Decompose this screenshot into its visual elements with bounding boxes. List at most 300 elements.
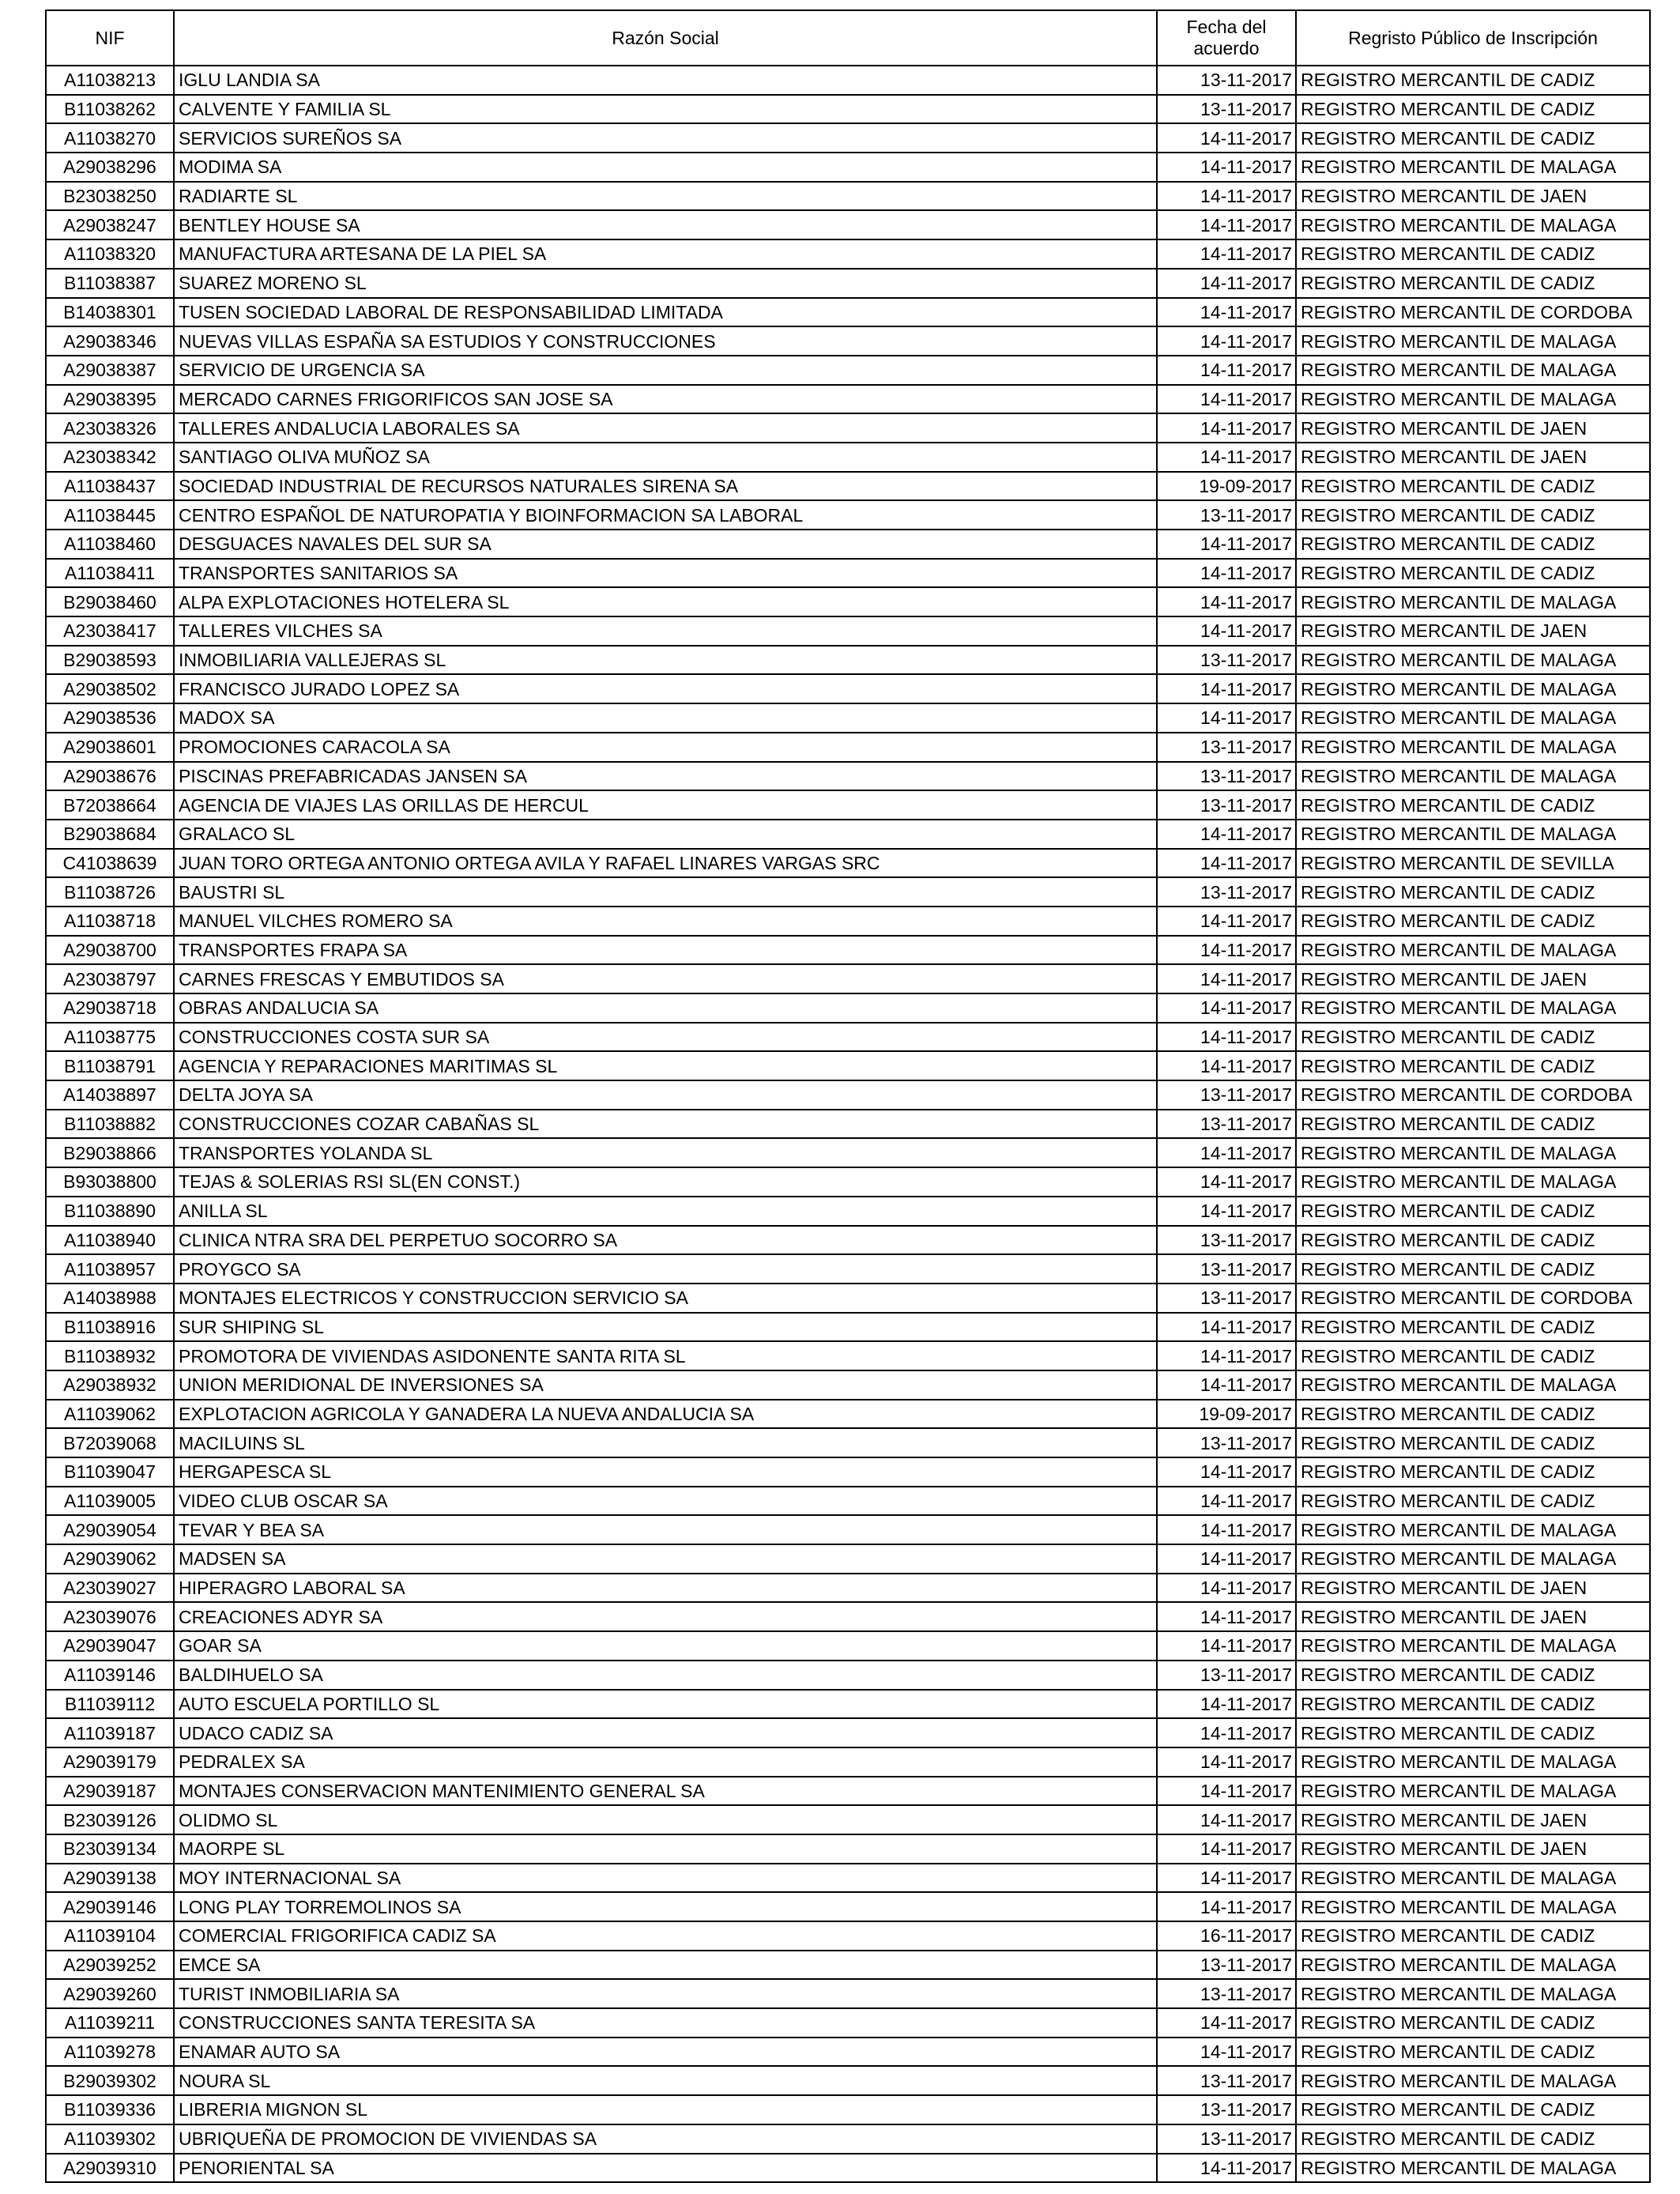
razon-social-cell: DESGUACES NAVALES DEL SUR SA (174, 530, 1157, 559)
razon-social-cell: AUTO ESCUELA PORTILLO SL (174, 1690, 1157, 1719)
fecha-cell: 14-11-2017 (1157, 820, 1296, 849)
registro-cell: REGISTRO MERCANTIL DE CADIZ (1296, 123, 1650, 153)
razon-social-cell: MONTAJES CONSERVACION MANTENIMIENTO GENERAL SA (174, 1777, 1157, 1806)
razon-social-cell: MAORPE SL (174, 1834, 1157, 1864)
table-row (46, 1138, 1650, 1167)
registro-cell: REGISTRO MERCANTIL DE MALAGA (1296, 1864, 1650, 1893)
table-row (46, 472, 1650, 501)
table-row (46, 1080, 1650, 1110)
nif-cell: A11038718 (46, 907, 174, 936)
table-row (46, 2038, 1650, 2067)
razon-social-cell: MERCADO CARNES FRIGORIFICOS SAN JOSE SA (174, 385, 1157, 414)
razon-social-cell: LIBRERIA MIGNON SL (174, 2095, 1157, 2124)
nif-cell: A11039302 (46, 2124, 174, 2154)
razon-social-cell: FRANCISCO JURADO LOPEZ SA (174, 674, 1157, 703)
razon-social-cell: BALDIHUELO SA (174, 1661, 1157, 1690)
table-row (46, 1631, 1650, 1661)
razon-social-cell: SOCIEDAD INDUSTRIAL DE RECURSOS NATURALES SIRENA SA (174, 472, 1157, 501)
razon-social-cell: ANILLA SL (174, 1197, 1157, 1226)
table-row (46, 1574, 1650, 1603)
table-row (46, 1544, 1650, 1574)
razon-social-cell: MANUFACTURA ARTESANA DE LA PIEL SA (174, 239, 1157, 269)
nif-cell: A11039005 (46, 1487, 174, 1516)
table-row (46, 1661, 1650, 1690)
table-row (46, 530, 1650, 559)
fecha-cell: 13-11-2017 (1157, 733, 1296, 762)
nif-cell: A29039146 (46, 1892, 174, 1921)
nif-cell: A11038940 (46, 1226, 174, 1255)
nif-cell: B11039047 (46, 1457, 174, 1487)
nif-cell: A11038775 (46, 1023, 174, 1052)
razon-social-cell: TALLERES ANDALUCIA LABORALES SA (174, 413, 1157, 443)
nif-cell: A11039278 (46, 2038, 174, 2067)
table-row (46, 182, 1650, 211)
fecha-cell: 14-11-2017 (1157, 1864, 1296, 1893)
table-row (46, 356, 1650, 385)
table-row (46, 1777, 1650, 1806)
registro-cell: REGISTRO MERCANTIL DE JAEN (1296, 182, 1650, 211)
nif-cell: B29039302 (46, 2066, 174, 2095)
razon-social-cell: UNION MERIDIONAL DE INVERSIONES SA (174, 1370, 1157, 1400)
header-fecha: Fecha del acuerdo (1157, 10, 1296, 66)
fecha-cell: 14-11-2017 (1157, 993, 1296, 1023)
registro-cell: REGISTRO MERCANTIL DE CADIZ (1296, 2008, 1650, 2038)
razon-social-cell: EXPLOTACION AGRICOLA Y GANADERA LA NUEVA ANDALUCIA SA (174, 1400, 1157, 1429)
fecha-cell: 14-11-2017 (1157, 964, 1296, 993)
razon-social-cell: MOY INTERNACIONAL SA (174, 1864, 1157, 1893)
registro-cell: REGISTRO MERCANTIL DE CADIZ (1296, 269, 1650, 298)
table-row (46, 1226, 1650, 1255)
razon-social-cell: MADSEN SA (174, 1544, 1157, 1574)
table-row (46, 703, 1650, 733)
table-row (46, 1023, 1650, 1052)
fecha-cell: 16-11-2017 (1157, 1921, 1296, 1951)
razon-social-cell: ALPA EXPLOTACIONES HOTELERA SL (174, 587, 1157, 616)
razon-social-cell: CALVENTE Y FAMILIA SL (174, 95, 1157, 124)
table-row (46, 1110, 1650, 1139)
registro-cell: REGISTRO MERCANTIL DE CADIZ (1296, 1051, 1650, 1080)
nif-cell: A23039076 (46, 1602, 174, 1631)
nif-cell: B72038664 (46, 790, 174, 820)
nif-cell: B29038593 (46, 646, 174, 675)
table-row (46, 1892, 1650, 1921)
registro-cell: REGISTRO MERCANTIL DE CADIZ (1296, 1457, 1650, 1487)
fecha-cell: 14-11-2017 (1157, 269, 1296, 298)
registro-cell: REGISTRO MERCANTIL DE CADIZ (1296, 1226, 1650, 1255)
razon-social-cell: TURIST INMOBILIARIA SA (174, 1979, 1157, 2008)
nif-cell: A11038213 (46, 66, 174, 95)
registro-cell: REGISTRO MERCANTIL DE CADIZ (1296, 1313, 1650, 1342)
fecha-cell: 13-11-2017 (1157, 877, 1296, 907)
nif-cell: A11038957 (46, 1254, 174, 1284)
registro-cell: REGISTRO MERCANTIL DE MALAGA (1296, 936, 1650, 965)
registro-cell: REGISTRO MERCANTIL DE JAEN (1296, 964, 1650, 993)
nif-cell: A11038270 (46, 123, 174, 153)
fecha-cell: 14-11-2017 (1157, 385, 1296, 414)
fecha-cell: 14-11-2017 (1157, 413, 1296, 443)
table-row (46, 1979, 1650, 2008)
table-row (46, 587, 1650, 616)
table-row (46, 1284, 1650, 1313)
registro-cell: REGISTRO MERCANTIL DE MALAGA (1296, 2066, 1650, 2095)
registro-cell: REGISTRO MERCANTIL DE CADIZ (1296, 907, 1650, 936)
nif-cell: A11039104 (46, 1921, 174, 1951)
fecha-cell: 14-11-2017 (1157, 1574, 1296, 1603)
table-row (46, 1167, 1650, 1197)
registro-cell: REGISTRO MERCANTIL DE CADIZ (1296, 2038, 1650, 2067)
registro-cell: REGISTRO MERCANTIL DE MALAGA (1296, 1544, 1650, 1574)
razon-social-cell: OBRAS ANDALUCIA SA (174, 993, 1157, 1023)
nif-cell: A29039187 (46, 1777, 174, 1806)
table-row (46, 413, 1650, 443)
header-row (46, 10, 1650, 66)
nif-cell: A29038718 (46, 993, 174, 1023)
registro-cell: REGISTRO MERCANTIL DE CADIZ (1296, 1023, 1650, 1052)
razon-social-cell: GOAR SA (174, 1631, 1157, 1661)
table-row (46, 1370, 1650, 1400)
table-row (46, 443, 1650, 472)
fecha-cell: 14-11-2017 (1157, 1167, 1296, 1197)
registro-cell: REGISTRO MERCANTIL DE CORDOBA (1296, 1080, 1650, 1110)
razon-social-cell: CONSTRUCCIONES COZAR CABAÑAS SL (174, 1110, 1157, 1139)
nif-cell: A29038700 (46, 936, 174, 965)
registro-cell: REGISTRO MERCANTIL DE MALAGA (1296, 1631, 1650, 1661)
razon-social-cell: UBRIQUEÑA DE PROMOCION DE VIVIENDAS SA (174, 2124, 1157, 2154)
fecha-cell: 14-11-2017 (1157, 1602, 1296, 1631)
fecha-cell: 13-11-2017 (1157, 2066, 1296, 2095)
nif-cell: A29038502 (46, 674, 174, 703)
table-row (46, 1341, 1650, 1370)
fecha-cell: 14-11-2017 (1157, 1777, 1296, 1806)
nif-cell: B72039068 (46, 1428, 174, 1457)
registro-cell: REGISTRO MERCANTIL DE CORDOBA (1296, 298, 1650, 327)
table-row (46, 849, 1650, 878)
fecha-cell: 13-11-2017 (1157, 2095, 1296, 2124)
nif-cell: A23039027 (46, 1574, 174, 1603)
registro-cell: REGISTRO MERCANTIL DE MALAGA (1296, 674, 1650, 703)
table-row (46, 646, 1650, 675)
registro-cell: REGISTRO MERCANTIL DE CADIZ (1296, 1341, 1650, 1370)
fecha-cell: 14-11-2017 (1157, 2154, 1296, 2183)
registro-cell: REGISTRO MERCANTIL DE CADIZ (1296, 1921, 1650, 1951)
nif-cell: B11038890 (46, 1197, 174, 1226)
registro-cell: REGISTRO MERCANTIL DE CADIZ (1296, 1197, 1650, 1226)
nif-cell: A23038326 (46, 413, 174, 443)
nif-cell: A11038445 (46, 500, 174, 530)
razon-social-cell: SERVICIO DE URGENCIA SA (174, 356, 1157, 385)
fecha-cell: 14-11-2017 (1157, 1834, 1296, 1864)
fecha-cell: 14-11-2017 (1157, 907, 1296, 936)
fecha-cell: 13-11-2017 (1157, 66, 1296, 95)
fecha-cell: 13-11-2017 (1157, 1080, 1296, 1110)
razon-social-cell: MANUEL VILCHES ROMERO SA (174, 907, 1157, 936)
registro-cell: REGISTRO MERCANTIL DE CADIZ (1296, 2095, 1650, 2124)
registro-cell: REGISTRO MERCANTIL DE MALAGA (1296, 2154, 1650, 2183)
razon-social-cell: PROMOCIONES CARACOLA SA (174, 733, 1157, 762)
nif-cell: B11038882 (46, 1110, 174, 1139)
table-row (46, 123, 1650, 153)
table-row (46, 298, 1650, 327)
registro-cell: REGISTRO MERCANTIL DE CADIZ (1296, 500, 1650, 530)
table-row (46, 326, 1650, 356)
nif-cell: B11038791 (46, 1051, 174, 1080)
fecha-cell: 14-11-2017 (1157, 1805, 1296, 1834)
table-row (46, 1690, 1650, 1719)
nif-cell: A29039138 (46, 1864, 174, 1893)
header-registro: Regristo Público de Inscripción (1296, 10, 1650, 66)
registro-cell: REGISTRO MERCANTIL DE CADIZ (1296, 239, 1650, 269)
razon-social-cell: PISCINAS PREFABRICADAS JANSEN SA (174, 762, 1157, 791)
table-row (46, 2154, 1650, 2183)
razon-social-cell: AGENCIA Y REPARACIONES MARITIMAS SL (174, 1051, 1157, 1080)
fecha-cell: 14-11-2017 (1157, 1023, 1296, 1052)
registro-cell: REGISTRO MERCANTIL DE CADIZ (1296, 1661, 1650, 1690)
nif-cell: B11038932 (46, 1341, 174, 1370)
fecha-cell: 14-11-2017 (1157, 587, 1296, 616)
nif-cell: A11038437 (46, 472, 174, 501)
registro-cell: REGISTRO MERCANTIL DE MALAGA (1296, 1747, 1650, 1777)
registro-cell: REGISTRO MERCANTIL DE MALAGA (1296, 820, 1650, 849)
nif-cell: A29038296 (46, 153, 174, 182)
nif-cell: A11038411 (46, 559, 174, 588)
nif-cell: B11039112 (46, 1690, 174, 1719)
fecha-cell: 14-11-2017 (1157, 936, 1296, 965)
razon-social-cell: MADOX SA (174, 703, 1157, 733)
nif-cell: A29039310 (46, 2154, 174, 2183)
table-row (46, 877, 1650, 907)
nif-cell: B23038250 (46, 182, 174, 211)
registro-cell: REGISTRO MERCANTIL DE MALAGA (1296, 703, 1650, 733)
razon-social-cell: HIPERAGRO LABORAL SA (174, 1574, 1157, 1603)
registro-cell: REGISTRO MERCANTIL DE CADIZ (1296, 1254, 1650, 1284)
nif-cell: B93038800 (46, 1167, 174, 1197)
nif-cell: A29039054 (46, 1515, 174, 1544)
nif-cell: A29038387 (46, 356, 174, 385)
nif-cell: A14038988 (46, 1284, 174, 1313)
fecha-cell: 14-11-2017 (1157, 1487, 1296, 1516)
table-row (46, 616, 1650, 646)
table-row (46, 269, 1650, 298)
razon-social-cell: CONSTRUCCIONES SANTA TERESITA SA (174, 2008, 1157, 2038)
registro-cell: REGISTRO MERCANTIL DE CADIZ (1296, 1110, 1650, 1139)
razon-social-cell: EMCE SA (174, 1951, 1157, 1980)
nif-cell: B29038684 (46, 820, 174, 849)
registro-cell: REGISTRO MERCANTIL DE MALAGA (1296, 762, 1650, 791)
razon-social-cell: SUAREZ MORENO SL (174, 269, 1157, 298)
table-row (46, 733, 1650, 762)
fecha-cell: 14-11-2017 (1157, 1313, 1296, 1342)
fecha-cell: 14-11-2017 (1157, 1747, 1296, 1777)
fecha-cell: 13-11-2017 (1157, 1254, 1296, 1284)
fecha-cell: 14-11-2017 (1157, 123, 1296, 153)
fecha-cell: 14-11-2017 (1157, 1544, 1296, 1574)
razon-social-cell: TRANSPORTES YOLANDA SL (174, 1138, 1157, 1167)
razon-social-cell: BENTLEY HOUSE SA (174, 210, 1157, 239)
registro-cell: REGISTRO MERCANTIL DE JAEN (1296, 413, 1650, 443)
nif-cell: A29038346 (46, 326, 174, 356)
registro-cell: REGISTRO MERCANTIL DE MALAGA (1296, 1892, 1650, 1921)
registro-cell: REGISTRO MERCANTIL DE MALAGA (1296, 326, 1650, 356)
table-row (46, 1197, 1650, 1226)
razon-social-cell: TEJAS & SOLERIAS RSI SL(EN CONST.) (174, 1167, 1157, 1197)
table-row (46, 1313, 1650, 1342)
razon-social-cell: NUEVAS VILLAS ESPAÑA SA ESTUDIOS Y CONSTRUCCIONES (174, 326, 1157, 356)
table-row (46, 936, 1650, 965)
fecha-cell: 14-11-2017 (1157, 1631, 1296, 1661)
fecha-cell: 14-11-2017 (1157, 443, 1296, 472)
razon-social-cell: DELTA JOYA SA (174, 1080, 1157, 1110)
registro-cell: REGISTRO MERCANTIL DE MALAGA (1296, 1951, 1650, 1980)
fecha-cell: 13-11-2017 (1157, 1951, 1296, 1980)
razon-social-cell: CLINICA NTRA SRA DEL PERPETUO SOCORRO SA (174, 1226, 1157, 1255)
nif-cell: B11038387 (46, 269, 174, 298)
razon-social-cell: PEDRALEX SA (174, 1747, 1157, 1777)
razon-social-cell: TEVAR Y BEA SA (174, 1515, 1157, 1544)
table-row (46, 1602, 1650, 1631)
registro-cell: REGISTRO MERCANTIL DE MALAGA (1296, 1777, 1650, 1806)
registro-cell: REGISTRO MERCANTIL DE MALAGA (1296, 153, 1650, 182)
razon-social-cell: TUSEN SOCIEDAD LABORAL DE RESPONSABILIDAD LIMITADA (174, 298, 1157, 327)
registro-cell: REGISTRO MERCANTIL DE JAEN (1296, 616, 1650, 646)
fecha-cell: 13-11-2017 (1157, 95, 1296, 124)
nif-cell: A29039179 (46, 1747, 174, 1777)
registro-cell: REGISTRO MERCANTIL DE MALAGA (1296, 646, 1650, 675)
razon-social-cell: RADIARTE SL (174, 182, 1157, 211)
table-row (46, 1747, 1650, 1777)
razon-social-cell: CONSTRUCCIONES COSTA SUR SA (174, 1023, 1157, 1052)
fecha-cell: 14-11-2017 (1157, 210, 1296, 239)
fecha-cell: 14-11-2017 (1157, 1341, 1296, 1370)
fecha-cell: 13-11-2017 (1157, 1226, 1296, 1255)
nif-cell: B29038866 (46, 1138, 174, 1167)
fecha-cell: 19-09-2017 (1157, 472, 1296, 501)
nif-cell: B11039336 (46, 2095, 174, 2124)
registro-cell: REGISTRO MERCANTIL DE CADIZ (1296, 1428, 1650, 1457)
registro-cell: REGISTRO MERCANTIL DE JAEN (1296, 1805, 1650, 1834)
table-row (46, 385, 1650, 414)
nif-cell: A23038797 (46, 964, 174, 993)
razon-social-cell: LONG PLAY TORREMOLINOS SA (174, 1892, 1157, 1921)
table-row (46, 239, 1650, 269)
nif-cell: B23039134 (46, 1834, 174, 1864)
table-row (46, 1400, 1650, 1429)
fecha-cell: 14-11-2017 (1157, 1515, 1296, 1544)
registro-cell: REGISTRO MERCANTIL DE MALAGA (1296, 993, 1650, 1023)
registro-cell: REGISTRO MERCANTIL DE CADIZ (1296, 95, 1650, 124)
registro-cell: REGISTRO MERCANTIL DE MALAGA (1296, 1138, 1650, 1167)
registro-cell: REGISTRO MERCANTIL DE MALAGA (1296, 356, 1650, 385)
registro-cell: REGISTRO MERCANTIL DE SEVILLA (1296, 849, 1650, 878)
nif-cell: A11039211 (46, 2008, 174, 2038)
fecha-cell: 14-11-2017 (1157, 2008, 1296, 2038)
table-row (46, 1457, 1650, 1487)
razon-social-cell: UDACO CADIZ SA (174, 1718, 1157, 1747)
fecha-cell: 14-11-2017 (1157, 356, 1296, 385)
razon-social-cell: JUAN TORO ORTEGA ANTONIO ORTEGA AVILA Y RAFAEL LINARES VARGAS SRC (174, 849, 1157, 878)
razon-social-cell: IGLU LANDIA SA (174, 66, 1157, 95)
registro-cell: REGISTRO MERCANTIL DE MALAGA (1296, 1167, 1650, 1197)
registro-cell: REGISTRO MERCANTIL DE CADIZ (1296, 66, 1650, 95)
nif-cell: A29038247 (46, 210, 174, 239)
fecha-cell: 13-11-2017 (1157, 500, 1296, 530)
fecha-cell: 14-11-2017 (1157, 326, 1296, 356)
fecha-cell: 14-11-2017 (1157, 849, 1296, 878)
razon-social-cell: PROYGCO SA (174, 1254, 1157, 1284)
table-row (46, 820, 1650, 849)
fecha-cell: 13-11-2017 (1157, 790, 1296, 820)
fecha-cell: 13-11-2017 (1157, 2124, 1296, 2154)
razon-social-cell: INMOBILIARIA VALLEJERAS SL (174, 646, 1157, 675)
registro-cell: REGISTRO MERCANTIL DE CORDOBA (1296, 1284, 1650, 1313)
razon-social-cell: PROMOTORA DE VIVIENDAS ASIDONENTE SANTA RITA SL (174, 1341, 1157, 1370)
razon-social-cell: TRANSPORTES FRAPA SA (174, 936, 1157, 965)
table-row (46, 1487, 1650, 1516)
table-row (46, 1051, 1650, 1080)
nif-cell: A29038536 (46, 703, 174, 733)
companies-table (45, 9, 1651, 2183)
table-row (46, 2008, 1650, 2038)
razon-social-cell: BAUSTRI SL (174, 877, 1157, 907)
fecha-cell: 14-11-2017 (1157, 239, 1296, 269)
table-row (46, 559, 1650, 588)
razon-social-cell: HERGAPESCA SL (174, 1457, 1157, 1487)
nif-cell: A11039187 (46, 1718, 174, 1747)
registro-cell: REGISTRO MERCANTIL DE CADIZ (1296, 2124, 1650, 2154)
fecha-cell: 19-09-2017 (1157, 1400, 1296, 1429)
razon-social-cell: PENORIENTAL SA (174, 2154, 1157, 2183)
registro-cell: REGISTRO MERCANTIL DE MALAGA (1296, 733, 1650, 762)
registro-cell: REGISTRO MERCANTIL DE CADIZ (1296, 877, 1650, 907)
table-row (46, 1718, 1650, 1747)
table-row (46, 1951, 1650, 1980)
nif-cell: B14038301 (46, 298, 174, 327)
nif-cell: B29038460 (46, 587, 174, 616)
registro-cell: REGISTRO MERCANTIL DE CADIZ (1296, 559, 1650, 588)
registro-cell: REGISTRO MERCANTIL DE CADIZ (1296, 790, 1650, 820)
fecha-cell: 13-11-2017 (1157, 1428, 1296, 1457)
table-row (46, 2124, 1650, 2154)
registro-cell: REGISTRO MERCANTIL DE JAEN (1296, 1574, 1650, 1603)
table-row (46, 500, 1650, 530)
registro-cell: REGISTRO MERCANTIL DE JAEN (1296, 1602, 1650, 1631)
fecha-cell: 14-11-2017 (1157, 1457, 1296, 1487)
razon-social-cell: COMERCIAL FRIGORIFICA CADIZ SA (174, 1921, 1157, 1951)
table-row (46, 1834, 1650, 1864)
table-row (46, 1254, 1650, 1284)
razon-social-cell: GRALACO SL (174, 820, 1157, 849)
registro-cell: REGISTRO MERCANTIL DE MALAGA (1296, 1370, 1650, 1400)
nif-cell: A29038932 (46, 1370, 174, 1400)
fecha-cell: 14-11-2017 (1157, 1051, 1296, 1080)
razon-social-cell: AGENCIA DE VIAJES LAS ORILLAS DE HERCUL (174, 790, 1157, 820)
table-row (46, 762, 1650, 791)
table-row (46, 66, 1650, 95)
razon-social-cell: NOURA SL (174, 2066, 1157, 2095)
nif-cell: A11039146 (46, 1661, 174, 1690)
fecha-cell: 14-11-2017 (1157, 1892, 1296, 1921)
razon-social-cell: TALLERES VILCHES SA (174, 616, 1157, 646)
table-row (46, 1805, 1650, 1834)
fecha-cell: 13-11-2017 (1157, 1661, 1296, 1690)
table-row (46, 1864, 1650, 1893)
fecha-cell: 14-11-2017 (1157, 530, 1296, 559)
registro-cell: REGISTRO MERCANTIL DE MALAGA (1296, 587, 1650, 616)
registro-cell: REGISTRO MERCANTIL DE JAEN (1296, 443, 1650, 472)
registro-cell: REGISTRO MERCANTIL DE CADIZ (1296, 1690, 1650, 1719)
registro-cell: REGISTRO MERCANTIL DE MALAGA (1296, 1515, 1650, 1544)
registro-cell: REGISTRO MERCANTIL DE CADIZ (1296, 1487, 1650, 1516)
registro-cell: REGISTRO MERCANTIL DE MALAGA (1296, 385, 1650, 414)
